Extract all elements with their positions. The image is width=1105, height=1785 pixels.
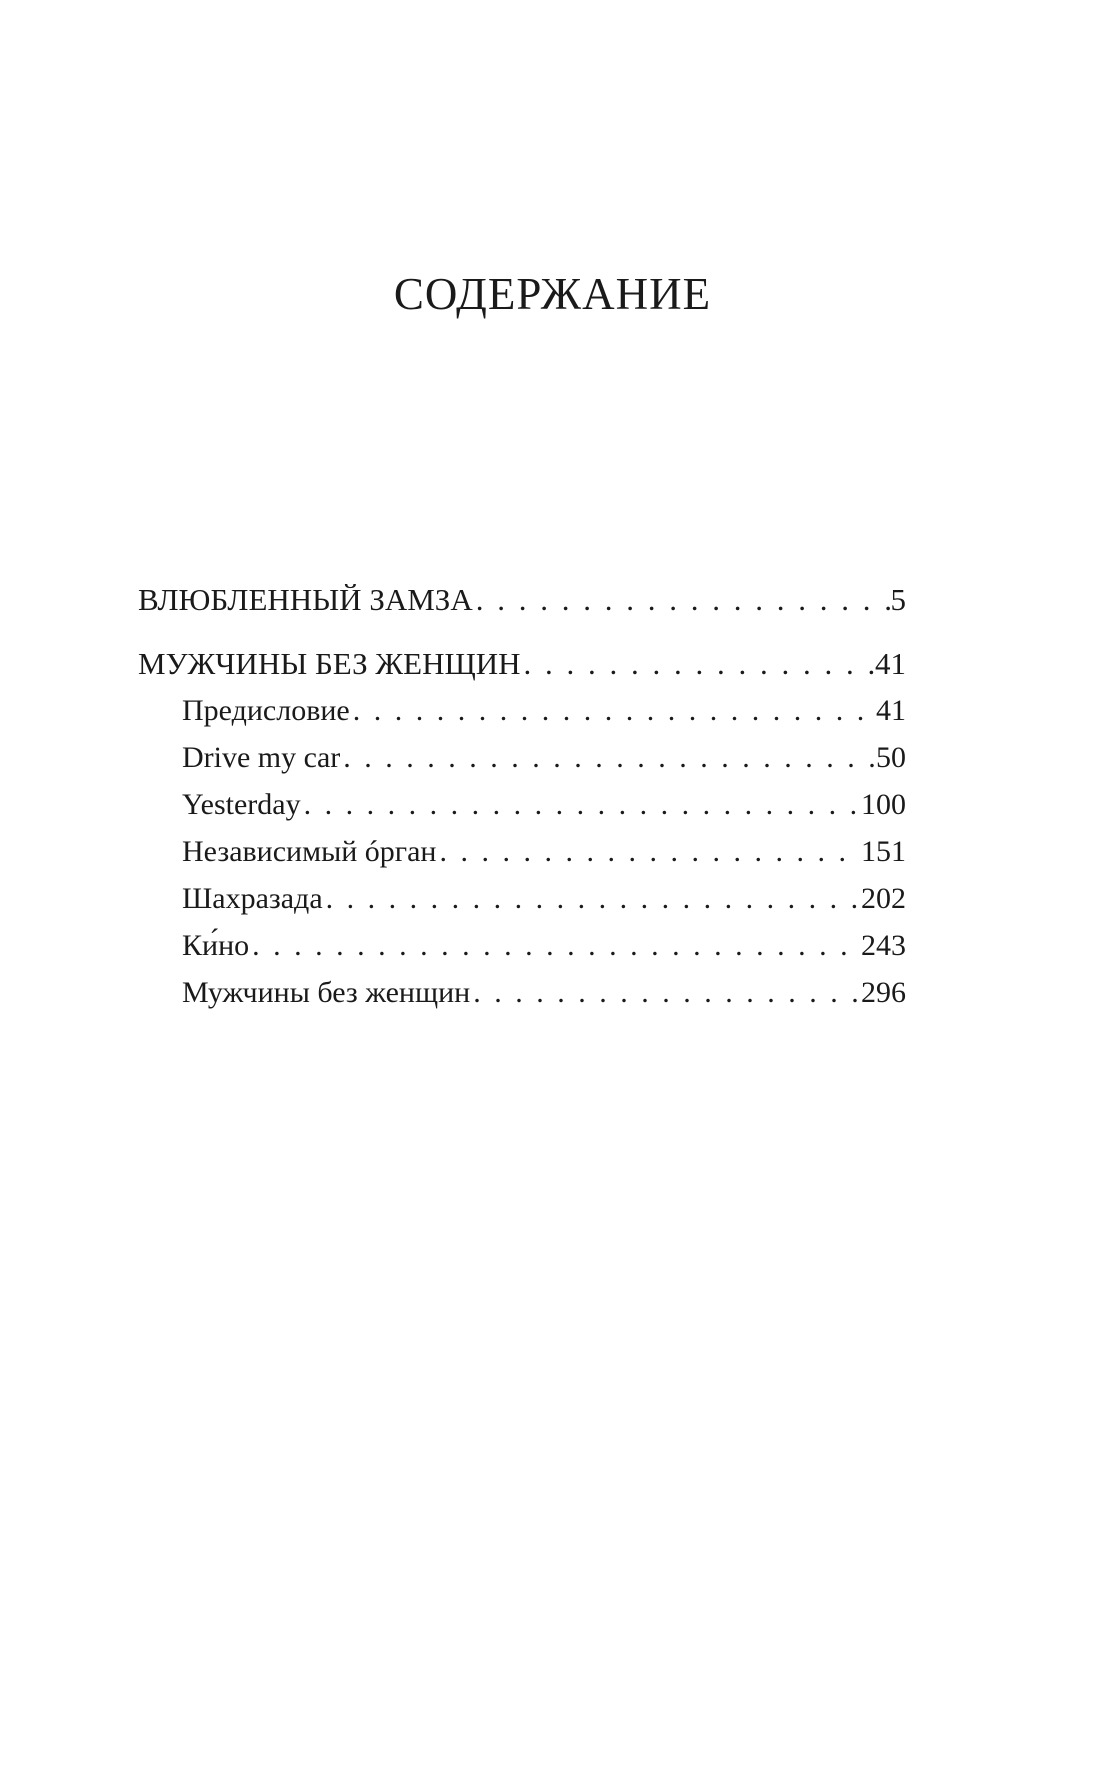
dot-leader: [323, 875, 861, 922]
toc-entry-label: Yesterday: [182, 788, 301, 821]
toc-entry-label: Предисловие: [182, 694, 350, 727]
toc-entry-page: 41: [876, 694, 906, 727]
dot-leader: [470, 969, 861, 1016]
toc-entry-page: 41: [875, 646, 906, 681]
toc-entry-page: 202: [861, 882, 906, 915]
toc-entry-page: 243: [861, 929, 906, 962]
toc-entry-page: 151: [861, 835, 906, 868]
toc-subentry[interactable]: [138, 781, 906, 828]
toc-subentry[interactable]: [138, 687, 906, 734]
page-title: СОДЕРЖАНИЕ: [393, 269, 712, 319]
toc-subentry[interactable]: [138, 828, 906, 875]
toc-subentry[interactable]: [138, 875, 906, 922]
toc-entry-page: 296: [861, 976, 906, 1009]
toc-entry-label: Ки́но: [182, 929, 250, 962]
toc-entry-page: 100: [861, 788, 906, 821]
toc-entry-label: Шахразада: [182, 882, 323, 915]
toc-subentry[interactable]: [138, 922, 906, 969]
dot-leader: [249, 922, 861, 969]
toc-entry-page: 5: [890, 582, 906, 617]
toc-subentry[interactable]: [138, 969, 906, 1016]
toc-entry-page: 50: [876, 741, 906, 774]
toc-entry-label: Независимый óрган: [182, 835, 437, 868]
dot-leader: [473, 576, 891, 623]
dot-leader: [340, 734, 876, 781]
table-of-contents: [138, 576, 906, 1016]
toc-subentry[interactable]: [138, 734, 906, 781]
toc-entry-label: ВЛЮБЛЕННЫЙ ЗАМЗА: [138, 582, 473, 617]
toc-entry[interactable]: [138, 576, 906, 623]
dot-leader: [301, 781, 861, 828]
dot-leader: [521, 640, 875, 687]
toc-entry[interactable]: [138, 640, 906, 687]
dot-leader: [350, 687, 876, 734]
toc-entry-label: Drive my car: [182, 741, 341, 774]
toc-entry-label: МУЖЧИНЫ БЕЗ ЖЕНЩИН: [138, 646, 521, 681]
dot-leader: [436, 828, 861, 875]
toc-entry-label: Мужчины без женщин: [182, 976, 471, 1009]
